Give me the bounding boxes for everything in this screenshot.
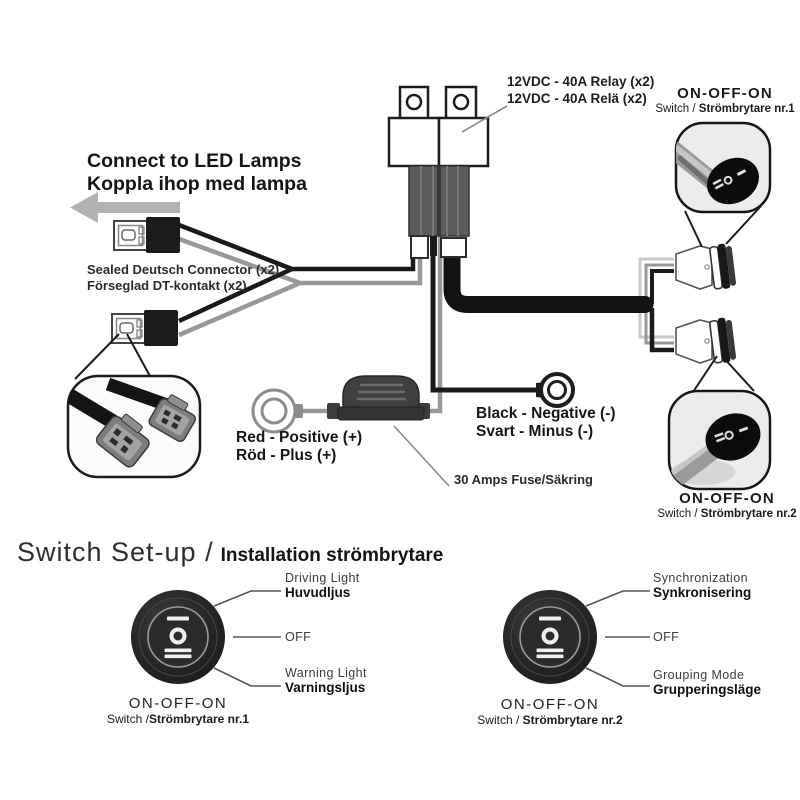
switch1-dial-name xyxy=(98,696,258,726)
main-power-cable xyxy=(452,252,645,305)
switch1-dial-sub-bold: Strömbrytare nr.1 xyxy=(148,712,250,726)
switch2-position-off: OFF xyxy=(653,630,680,644)
deutsch-connector-label xyxy=(87,262,279,294)
switch1-dial-title: ON-OFF-ON xyxy=(128,695,228,712)
switch2-dial-name xyxy=(470,697,630,727)
switch2-dial-sub xyxy=(470,713,630,727)
relay-label-sv: 12VDC - 40A Relä (x2) xyxy=(507,90,647,106)
switch2-dial-title: ON-OFF-ON xyxy=(500,696,600,713)
setup-section-title xyxy=(17,537,443,568)
positive-wire-label xyxy=(236,429,362,464)
deutsch-label-sv: Förseglad DT-kontakt (x2) xyxy=(87,278,247,293)
rocker-switch-1-drawing xyxy=(676,243,737,290)
switch2-dial-sub-light: Switch / xyxy=(477,713,520,727)
rocker-switch-2-drawing xyxy=(676,317,737,364)
deutsch-connector-1 xyxy=(114,217,180,253)
positive-label-sv: Röd - Plus (+) xyxy=(236,446,337,464)
switch2-pos-bottom-sv: Grupperingsläge xyxy=(653,682,762,697)
negative-wire-label xyxy=(476,405,616,440)
negative-label-sv: Svart - Minus (-) xyxy=(476,422,594,440)
switch1-dial-sub xyxy=(98,712,258,726)
switch2-pos-top-sv: Synkronisering xyxy=(653,585,752,600)
switch1-pos-top-sv: Huvudljus xyxy=(285,585,351,600)
switch2-pos-bottom-en: Grouping Mode xyxy=(653,668,745,682)
fuse-label: 30 Amps Fuse/Säkring xyxy=(454,472,593,487)
relay-label xyxy=(507,74,654,107)
switch1-pos-bottom-en: Warning Light xyxy=(285,666,367,680)
switch2-callout-label xyxy=(642,490,800,520)
switch2-callout-sub-bold: Strömbrytare nr.2 xyxy=(700,508,797,520)
positive-ring-terminal xyxy=(253,390,332,432)
positive-label-en: Red - Positive (+) xyxy=(236,429,363,446)
deutsch-connector-2 xyxy=(112,310,178,346)
deutsch-label-en: Sealed Deutsch Connector (x2) xyxy=(87,262,280,277)
switch2-callout-sub-light: Switch / xyxy=(657,508,698,520)
switch2-photo-callout xyxy=(669,391,770,489)
connect-heading-en: Connect to LED Lamps xyxy=(87,150,302,172)
switch2-pos-top-en: Synchronization xyxy=(653,571,748,585)
switch1-pos-top-en: Driving Light xyxy=(285,571,360,585)
switch1-callout-sub-bold: Strömbrytare nr.1 xyxy=(698,103,795,115)
switch1-callout-sub xyxy=(645,103,800,115)
switch1-callout-title: ON-OFF-ON xyxy=(677,85,773,102)
switch1-callout-label xyxy=(645,85,800,115)
switch1-position-top xyxy=(285,571,360,600)
fuse-holder xyxy=(327,376,430,420)
connect-heading-sv: Koppla ihop med lampa xyxy=(87,173,307,195)
switch2-dial xyxy=(503,590,597,684)
connect-heading xyxy=(87,150,307,196)
switch1-callout-sub-light: Switch / xyxy=(655,103,696,115)
relay-assembly xyxy=(389,87,488,258)
switch1-pos-bottom-sv: Varningsljus xyxy=(285,680,366,695)
switch2-position-bottom xyxy=(653,668,761,697)
switch1-position-off: OFF xyxy=(285,630,312,644)
setup-title-light: Switch Set-up / xyxy=(17,537,214,567)
negative-ring-terminal xyxy=(536,374,573,406)
switch1-dial-sub-light: Switch / xyxy=(106,712,149,726)
switch2-callout-title: ON-OFF-ON xyxy=(679,490,775,507)
switch1-dial xyxy=(131,590,225,684)
negative-label-en: Black - Negative (-) xyxy=(476,405,616,422)
switch1-photo-callout xyxy=(674,123,770,213)
switch2-callout-sub xyxy=(642,508,800,520)
switch2-dial-sub-bold: Strömbrytare nr.2 xyxy=(522,713,623,727)
switch1-position-bottom xyxy=(285,666,367,695)
relay-label-en: 12VDC - 40A Relay (x2) xyxy=(507,74,655,89)
switch2-position-top xyxy=(653,571,751,600)
setup-title-bold: Installation strömbrytare xyxy=(220,545,444,566)
connector-photo-callout xyxy=(60,376,201,477)
